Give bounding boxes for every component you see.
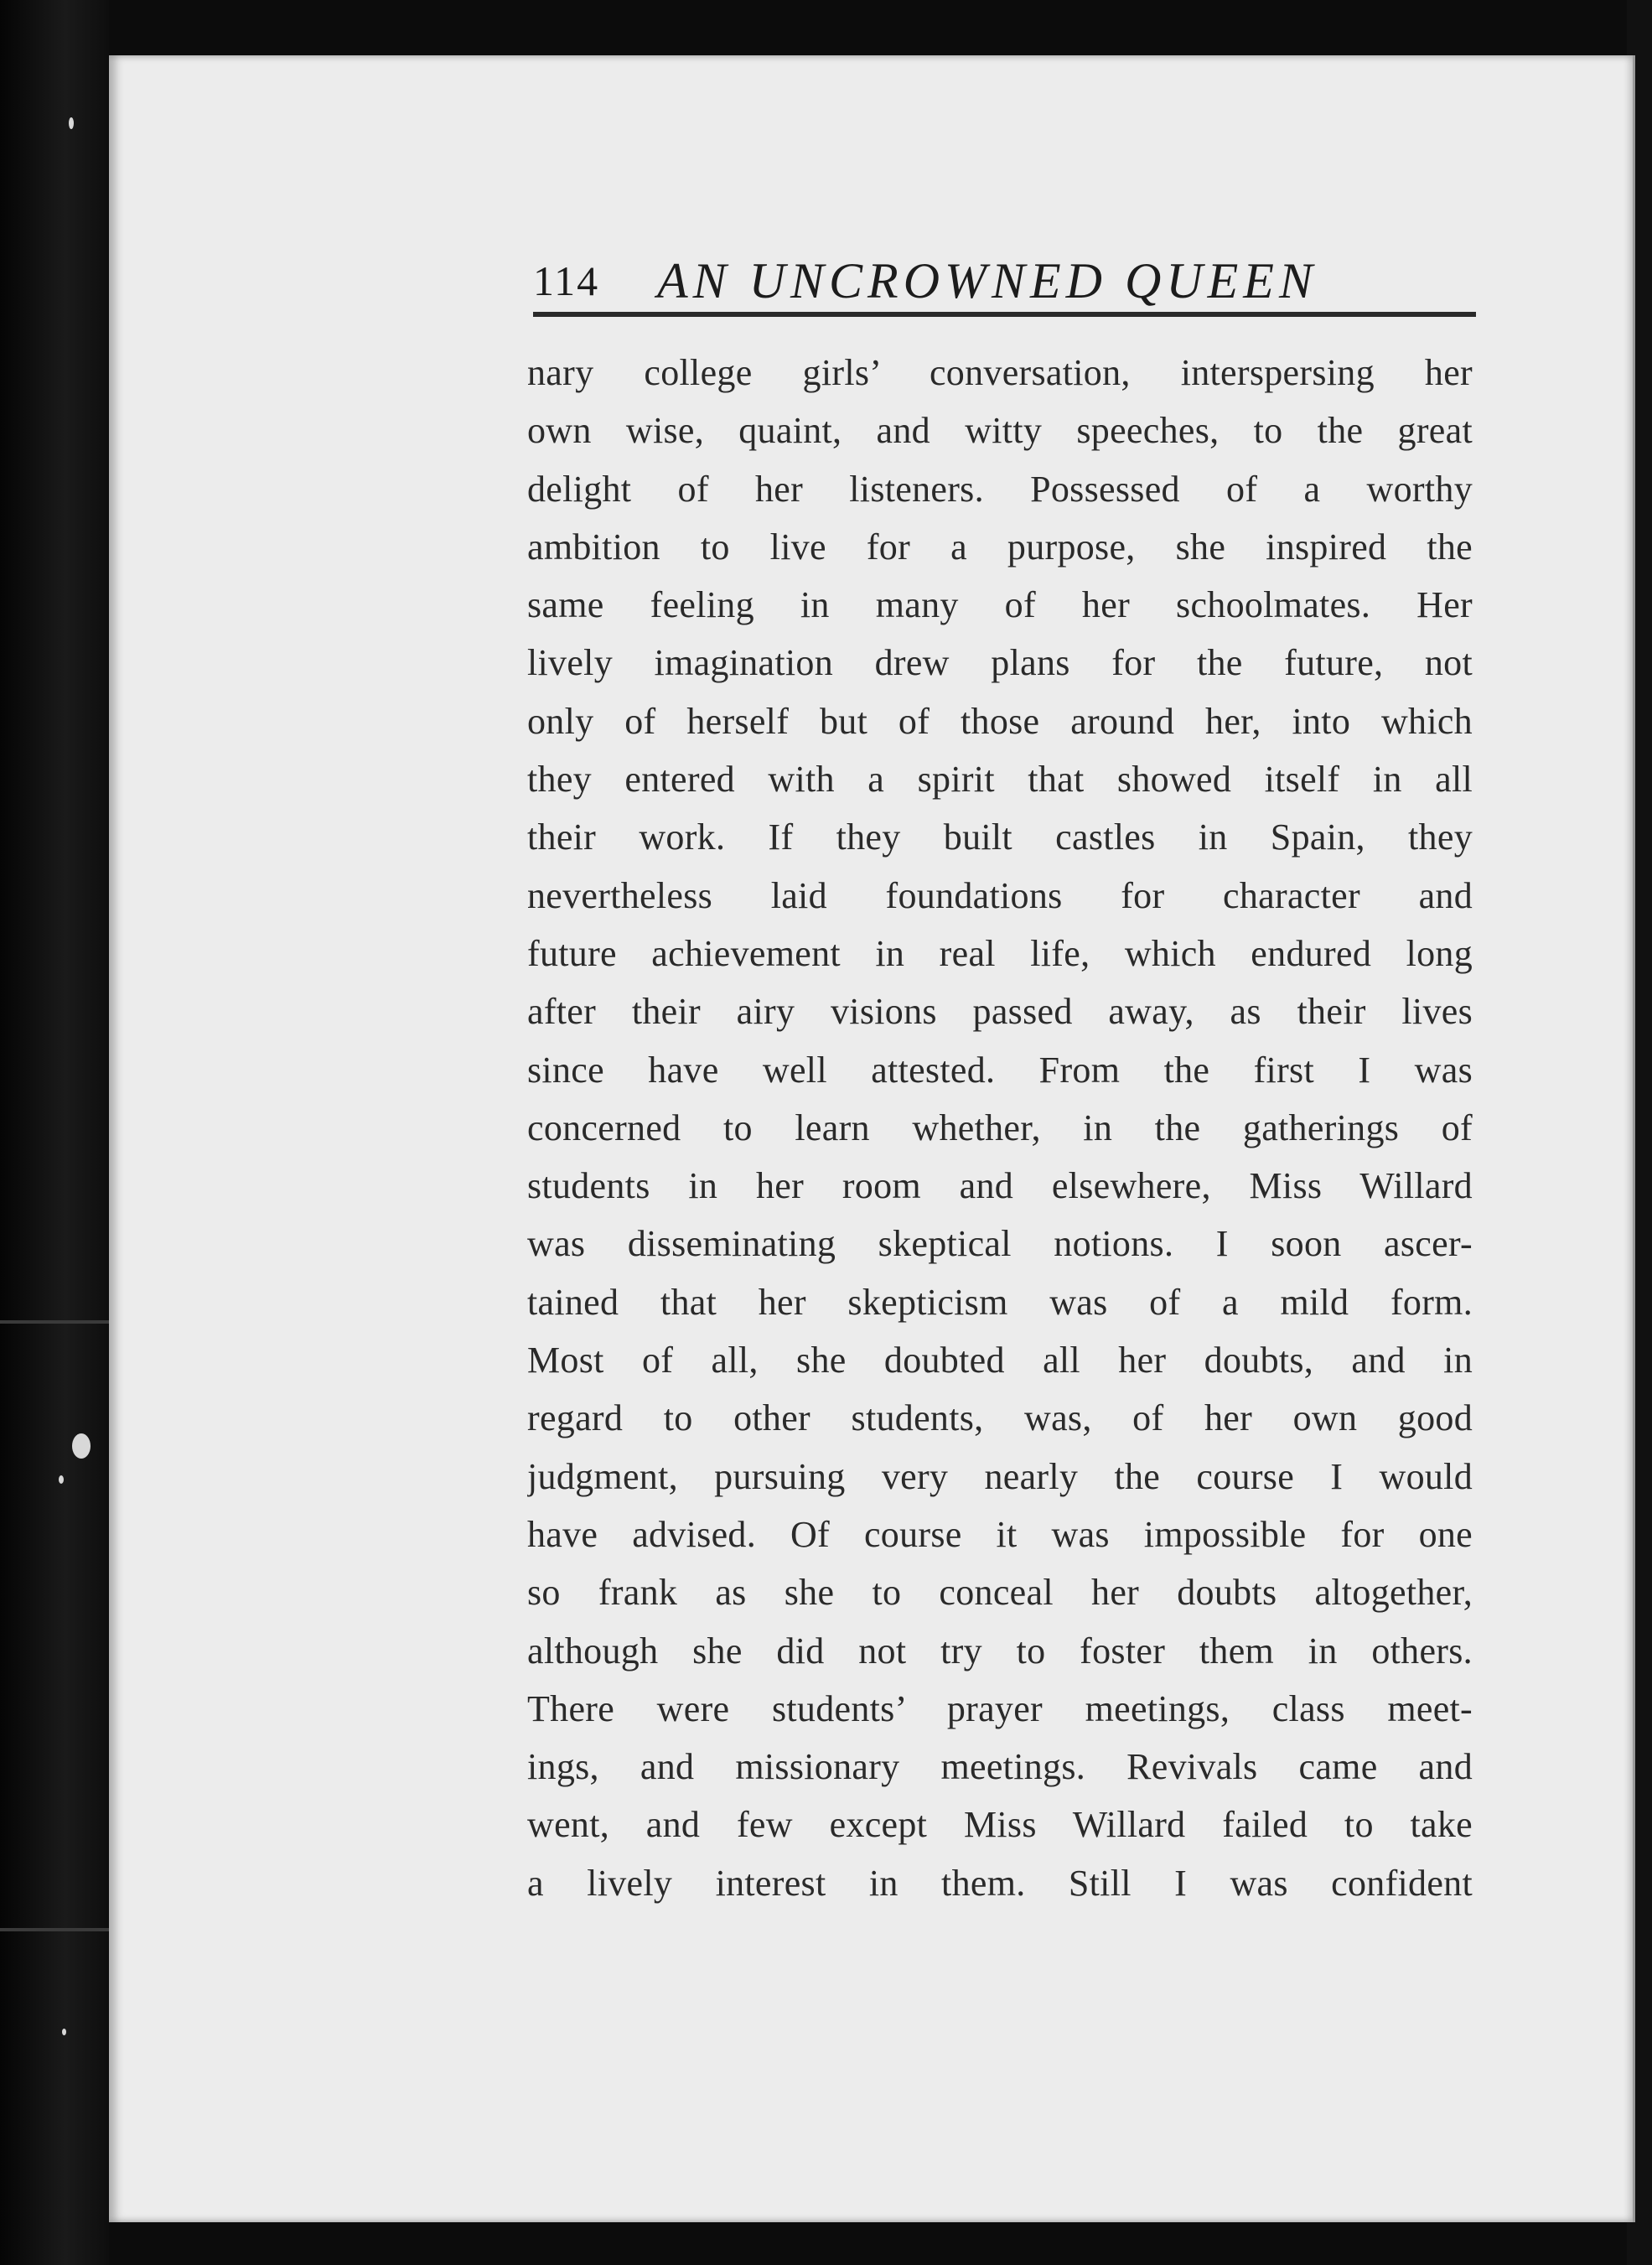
text-line: after their airy visions passed away, as their lives [527,991,1473,1033]
text-line: their work. If they built castles in Spain, they [527,816,1473,858]
text-line: There were students’ prayer meetings, class meet- [527,1687,1473,1729]
page-edge [1633,55,1635,2222]
header-rule [533,312,1476,317]
text-line: so frank as she to conceal her doubts altogether, [527,1572,1473,1614]
text-line: ings, and missionary meetings. Revivals came and [527,1746,1473,1788]
text-line: same feeling in many of her schoolmates. Her [527,584,1473,626]
text-line: only of herself but of those around her, into which [527,700,1473,742]
scan-speck [62,2029,66,2035]
text-line: nevertheless laid foundations for character and [527,874,1473,916]
text-line: since have well attested. From the first I was [527,1049,1473,1091]
scan-line [0,1928,109,1931]
running-head [533,243,1476,310]
text-line: own wise, quaint, and witty speeches, to the great [527,410,1473,452]
text-line: although she did not try to foster them in others. [527,1630,1473,1672]
text-line: went, and few except Miss Willard failed to take [527,1804,1473,1846]
text-line: ambition to live for a purpose, she inspired the [527,526,1473,568]
text-line: was disseminating skeptical notions. I soon ascer- [527,1223,1473,1265]
text-line: have advised. Of course it was impossible for one [527,1513,1473,1555]
text-line: students in her room and elsewhere, Miss Willard [527,1165,1473,1207]
text-line: nary college girls’ conversation, interspersing her [527,352,1473,393]
running-title: AN UNCROWNED QUEEN [657,253,1318,308]
scan-line [0,1320,109,1324]
scan-border-left [0,0,109,2265]
text-line: Most of all, she doubted all her doubts, and in [527,1340,1473,1381]
text-line: judgment, pursuing very nearly the course I would [527,1455,1473,1497]
text-line: a lively interest in them. Still I was confident [527,1862,1473,1904]
text-line: they entered with a spirit that showed itself in all [527,759,1473,801]
scan-speck [59,1475,64,1484]
text-line: tained that her skepticism was of a mild form. [527,1281,1473,1323]
text-line: future achievement in real life, which endured long [527,932,1473,974]
scan-speck [72,1433,91,1459]
text-line: delight of her listeners. Possessed of a worthy [527,468,1473,510]
body-text [527,344,1473,1912]
page-number: 114 [533,257,600,304]
text-line: concerned to learn whether, in the gatherings of [527,1107,1473,1148]
scan-speck [69,117,74,129]
text-line: regard to other students, was, of her own good [527,1397,1473,1439]
text-line: lively imagination drew plans for the future, not [527,642,1473,684]
